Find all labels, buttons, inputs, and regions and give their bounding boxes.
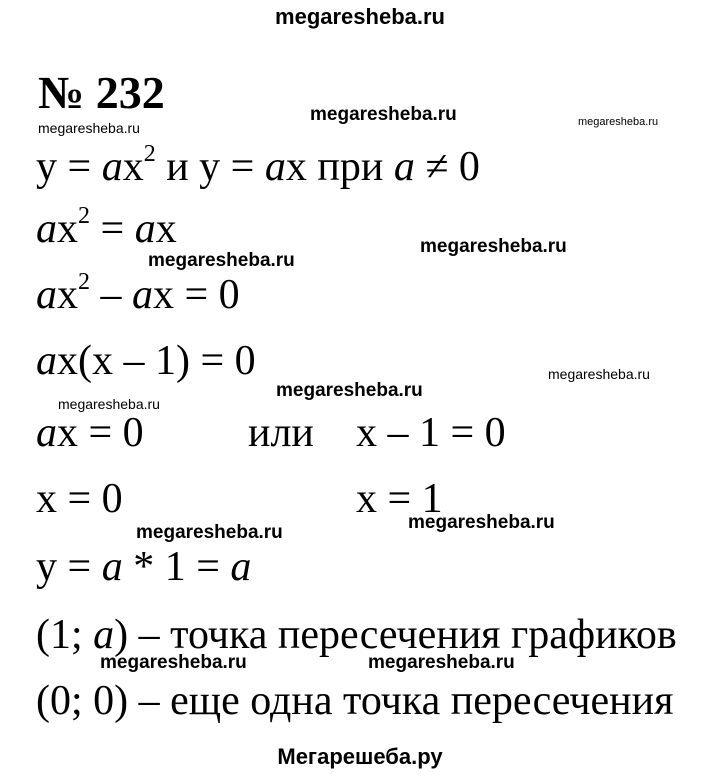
solution-line-3: $ax^2$ – ax = 0 — [36, 269, 240, 318]
solution-line-6-left: x = 0 — [36, 476, 123, 522]
watermark: megaresheba.ru — [148, 250, 295, 271]
solution-line-5-left: ax = 0 — [36, 410, 144, 456]
watermark: megaresheba.ru — [420, 236, 567, 257]
watermark: megaresheba.ru — [100, 652, 247, 673]
solution-line-6-right: x = 1 — [356, 476, 443, 522]
solution-line-5-right: x – 1 = 0 — [356, 410, 506, 456]
solution-line-7: y = a * 1 = a — [36, 544, 252, 590]
site-footer: Мегарешеба.ру — [277, 744, 443, 769]
watermark: megaresheba.ru — [368, 652, 515, 673]
watermark: megaresheba.ru — [58, 396, 160, 412]
solution-line-8: (1; a) – точка пересечения графиков — [36, 612, 677, 658]
watermark: megaresheba.ru — [136, 522, 283, 543]
watermark: megaresheba.ru — [408, 512, 555, 533]
site-header: megaresheba.ru — [275, 4, 445, 29]
watermark: megaresheba.ru — [276, 380, 423, 401]
problem-number: № 232 — [38, 67, 165, 118]
solution-line-4: ax(x – 1) = 0 — [36, 338, 256, 384]
solution-line-1: $y = ax^2$ и y = ax при a ≠ 0 — [36, 141, 480, 190]
solution-line-5-or: или — [248, 410, 314, 456]
watermark: megaresheba.ru — [310, 104, 457, 125]
watermark: megaresheba.ru — [548, 366, 650, 382]
watermark: megaresheba.ru — [578, 116, 659, 128]
solution-line-9: (0; 0) – еще одна точка пересечения — [36, 678, 674, 724]
solution-line-2: $ax^2$ = ax — [36, 203, 177, 252]
watermark: megaresheba.ru — [38, 120, 140, 136]
